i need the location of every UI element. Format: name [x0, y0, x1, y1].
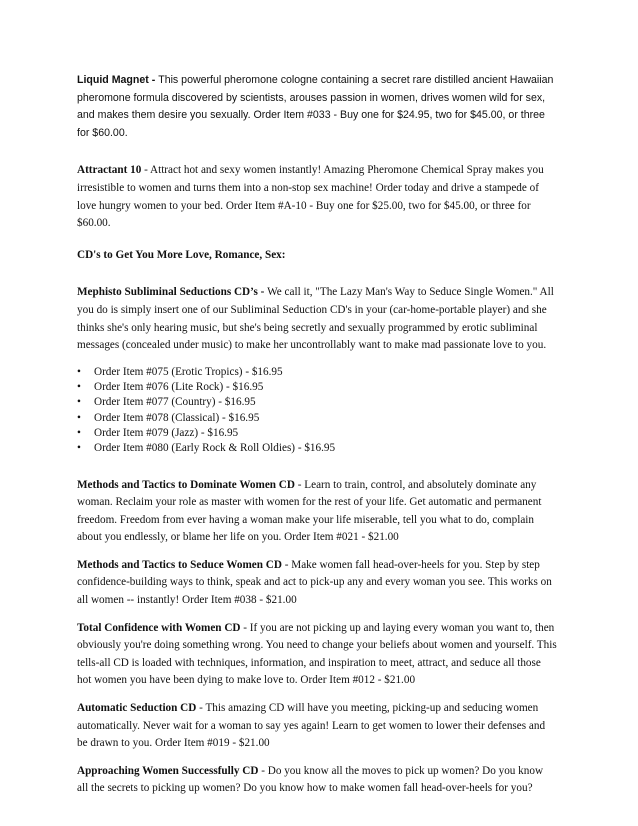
order-item-text: Order Item #077 (Country) - $16.95 [94, 396, 256, 409]
product-description: - Learn to train, control, and absolutely dominate any woman. Reclaim your role as master with women for the rest of your life. Get automatic and permanent freedom. Freedom from ever having a woman make your life miserable, tell you what to do, complain about you endlessly, or blame her life on you. Order Item #021 - $21.00 [77, 478, 542, 544]
order-item-text: Order Item #079 (Jazz) - $16.95 [94, 426, 239, 439]
bullet-icon: • [77, 381, 81, 394]
list-item [77, 426, 557, 441]
list-item [77, 441, 557, 456]
bullet-icon: • [77, 411, 81, 424]
mephisto-paragraph [77, 284, 557, 354]
bullet-icon: • [77, 365, 81, 378]
product-description: - Do you know all the moves to pick up women? Do you know all the secrets to picking up women? Do you know how to make women fall head-over-heels for you? [77, 764, 544, 795]
order-item-text: Order Item #080 (Early Rock & Roll Oldies) - $16.95 [94, 442, 336, 455]
order-item-text: Order Item #076 (Lite Rock) - $16.95 [94, 381, 264, 394]
bullet-icon: • [77, 426, 81, 439]
product-description: - If you are not picking up and laying every woman you want to, then obviously you're doing something wrong. You need to change your beliefs about women and yourself. This tells-all CD is loaded with techniques, information, and inspiration to meet, attract, and seduce all those hot women you have been dying to make love to. Order Item #012 - $21.00 [77, 621, 557, 687]
bullet-icon: • [77, 442, 81, 455]
automatic-cd-paragraph [77, 700, 557, 753]
list-item [77, 380, 557, 395]
attractant-paragraph [77, 162, 557, 232]
product-description: - Attract hot and sexy women instantly! Amazing Pheromone Chemical Spray makes you irresistible to women and turns them into a non-stop sex machine! Order today and drive a stampede of love hungry women to your bed. Order Item #A-10 - Buy one for $25.00, two for $45.00, or three for $60.00. [77, 164, 544, 230]
product-title: Approaching Women Successfully CD [77, 764, 259, 777]
order-item-text: Order Item #078 (Classical) - $16.95 [94, 411, 260, 424]
product-description: This powerful pheromone cologne containing a secret rare distilled ancient Hawaiian pheromone formula discovered by scientists, arouses passion in women, drives women wild for sex, and makes them desire you sexually. Order Item #033 - Buy one for $24.95, two for $45.00, or three for $60.00. [77, 74, 554, 139]
cd-section-heading: CD's to Get You More Love, Romance, Sex: [77, 248, 286, 261]
product-description: - This amazing CD will have you meeting, picking-up and seducing women automatically. Never wait for a woman to say yes again! Learn to get women to lower their defenses and be drawn to you. Order Item #019 - $21.00 [77, 702, 546, 750]
list-item [77, 411, 557, 426]
product-title: Liquid Magnet - [77, 74, 159, 86]
product-description: We call it, "The Lazy Man's Way to Seduce Single Women." All you do is simply insert one of our Subliminal Seduction CD's in your (car-home-portable player) and she thinks she's only hearing music, but she's being secretly and sexually programmed by erotic subliminal messages (concealed under music) to make her uncontrollably want to make mad passionate love to you. [77, 286, 554, 352]
product-title: Methods and Tactics to Seduce Women CD [77, 558, 282, 571]
order-item-text: Order Item #075 (Erotic Tropics) - $16.95 [94, 365, 283, 378]
product-title: Mephisto Subliminal Seductions CD’s - [77, 286, 268, 299]
bullet-icon: • [77, 396, 81, 409]
product-title: Automatic Seduction CD [77, 702, 197, 715]
document-page [77, 72, 557, 798]
product-title: Methods and Tactics to Dominate Women CD [77, 478, 295, 491]
product-description: - Make women fall head-over-heels for you. Step by step confidence-building ways to think, speak and act to pick-up any and every woman you see. This works on all women -- instantly! Order Item #038 - $21.00 [77, 558, 552, 607]
liquid-magnet-paragraph [77, 72, 557, 142]
order-list [77, 365, 557, 457]
seduce-cd-paragraph [77, 557, 557, 610]
list-item [77, 365, 557, 380]
product-title: Attractant 10 [77, 164, 142, 177]
list-item [77, 395, 557, 410]
dominate-cd-paragraph [77, 477, 557, 547]
approaching-cd-paragraph [77, 763, 557, 798]
product-title: Total Confidence with Women CD [77, 621, 241, 634]
confidence-cd-paragraph [77, 620, 557, 690]
